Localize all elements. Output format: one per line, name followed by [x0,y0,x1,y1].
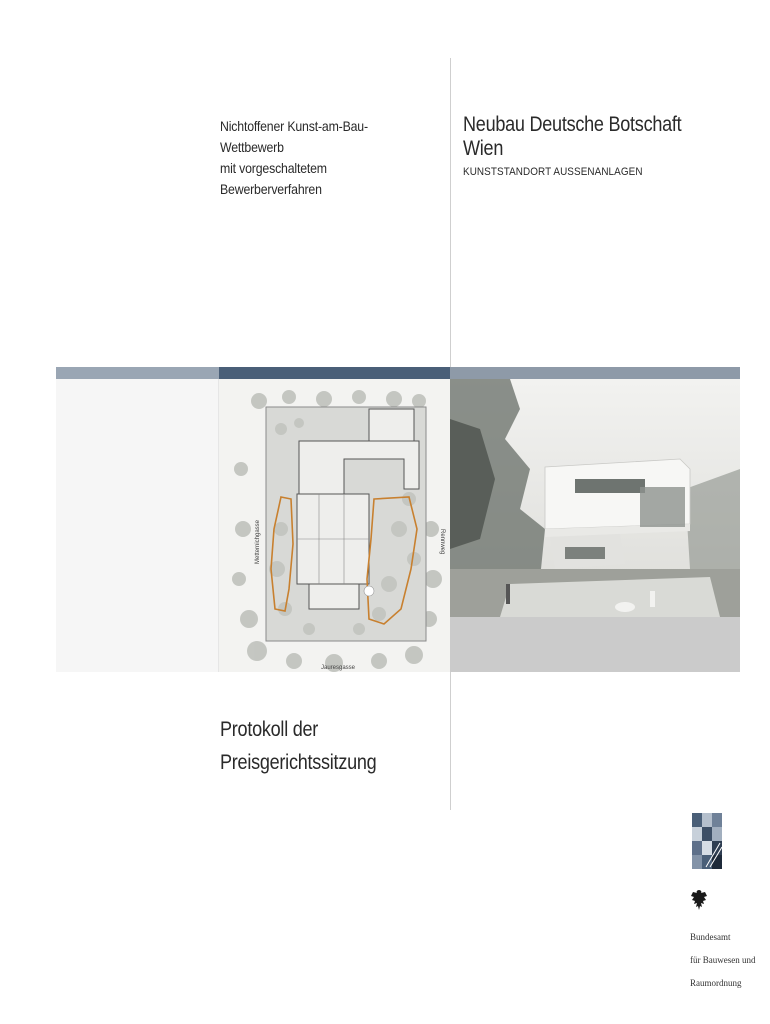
project-title: Neubau Deutsche Botschaft Wien [463,113,682,160]
color-bar-left [56,367,219,379]
color-bar-right [450,367,740,379]
building-rendering-image [450,379,740,672]
publisher-name [690,926,770,995]
street-label-left: Metternichgasse [255,519,261,564]
art-site-label: KUNSTSTANDORT AUSSENANLAGEN [463,166,643,178]
site-plan-image [219,379,450,672]
subtitle-line-1: Nichtoffener Kunst-am-Bau-Wettbewerb [220,118,368,155]
subtitle-line-2: mit vorgeschaltetem Bewerberverfahren [220,160,327,197]
street-label-bottom: Jauresgasse [321,665,356,671]
federal-eagle-icon [690,888,708,912]
competition-subtitle [220,116,418,200]
street-label-right: Rennweg [439,529,445,555]
document-title [220,713,418,779]
publisher-line-1: Bundesamt [690,932,731,942]
bbr-logo-icon [692,813,722,869]
document-title-line-2: Preisgerichtssitzung [220,751,377,774]
blank-panel [56,379,219,672]
publisher-line-2: für Bauwesen und [690,955,756,965]
publisher-line-3: Raumordnung [690,978,742,988]
document-title-line-1: Protokoll der [220,718,319,741]
color-bar-middle [219,367,450,379]
